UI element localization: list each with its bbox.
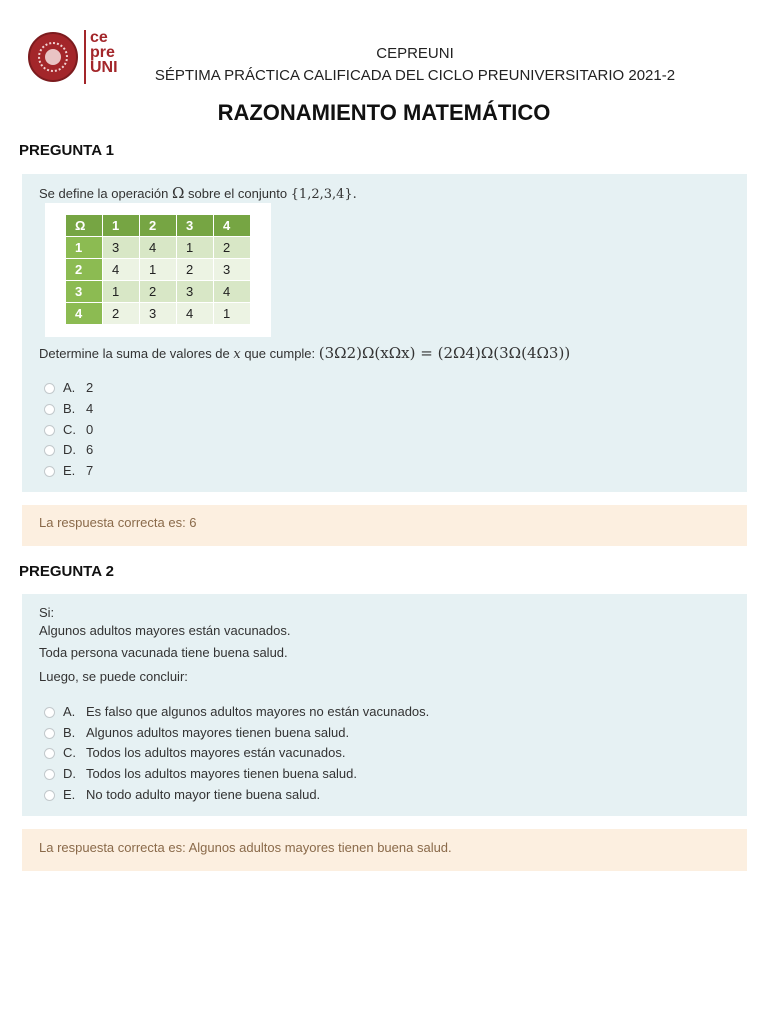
radio-button-icon[interactable] [44,445,55,456]
table-cell: 2 [214,237,251,259]
table-cell: 1 [214,303,251,325]
table-cell: 1 [140,259,177,281]
variable-x: x [233,347,241,362]
table-row [66,303,251,325]
logo-wordmark: ce pre UNI [90,29,118,76]
question-1-intro: Se define la operación Ω sobre el conjunto {1,2,3,4}. [39,184,357,202]
question-2-line: Luego, se puede concluir: [39,669,188,684]
radio-button-icon[interactable] [44,707,55,718]
institution-name: CEPREUNI [376,45,454,62]
table-header-row [66,215,251,237]
table-row [66,237,251,259]
question-2-line: Toda persona vacunada tiene buena salud. [39,645,288,660]
exam-subtitle: SÉPTIMA PRÁCTICA CALIFICADA DEL CICLO PREUNIVERSITARIO 2021-2 [154,67,676,84]
radio-button-icon[interactable] [44,748,55,759]
omega-symbol: Ω [171,184,185,202]
question-1-prompt: Determine la suma de valores de x que cumple: (3Ω2)Ω(xΩx) = (2Ω4)Ω(3Ω(4Ω3)) [39,344,571,362]
table-cell: 2 [103,303,140,325]
radio-button-icon[interactable] [44,383,55,394]
table-cell: 4 [177,303,214,325]
table-cell: 4 [214,281,251,303]
table-row-header: 3 [66,281,103,303]
radio-button-icon[interactable] [44,466,55,477]
question-1-heading: PREGUNTA 1 [19,142,115,159]
table-cell: 2 [177,259,214,281]
question-1-card: Se define la operación Ω sobre el conjunto {1,2,3,4}. Ω 1 2 3 4 1 3 4 1 2 2 4 1 2 3 3 1 2 3 4 4 2 3 4 1 Determine la suma de valores de x que cumple: (3Ω2)Ω(xΩx) = (2Ω4)Ω(3Ω(4Ω3)) A. 2 B. 4 C. 0 D. 6 E. 7 [22,174,747,492]
table-row-header: 1 [66,237,103,259]
table-cell: 2 [140,281,177,303]
table-header-cell: 2 [140,215,177,237]
equation: (3Ω2)Ω(xΩx) = (2Ω4)Ω(3Ω(4Ω3)) [318,344,571,362]
page-header [0,0,768,140]
table-cell: 1 [103,281,140,303]
table-row-header: 2 [66,259,103,281]
question-2-card: Si: Algunos adultos mayores están vacunados. Toda persona vacunada tiene buena salud. Luego, se puede concluir: A. Es falso que algunos adultos mayores no están vacunados. B. Algunos adultos mayores tienen buena salud. C. Todos los adultos mayores están vacunados. D. Todos los adultos mayores tienen buena salud. E. No todo adulto mayor tiene buena salud. [22,594,747,816]
operation-table [65,214,251,325]
correct-answer-text: La respuesta correcta es: Algunos adultos mayores tienen buena salud. [39,840,452,855]
table-row [66,281,251,303]
table-cell: 3 [177,281,214,303]
radio-button-icon[interactable] [44,769,55,780]
table-cell: 4 [103,259,140,281]
table-header-cell: 3 [177,215,214,237]
question-1-answer [22,505,747,546]
radio-button-icon[interactable] [44,404,55,415]
table-cell: 3 [103,237,140,259]
radio-button-icon[interactable] [44,790,55,801]
operation-table-panel [45,203,271,337]
table-cell: 3 [214,259,251,281]
question-2-line: Algunos adultos mayores están vacunados. [39,623,291,638]
table-row-header: 4 [66,303,103,325]
correct-answer-text: La respuesta correcta es: 6 [39,515,197,530]
table-row [66,259,251,281]
radio-button-icon[interactable] [44,425,55,436]
table-header-cell: 1 [103,215,140,237]
radio-button-icon[interactable] [44,728,55,739]
table-header-cell: Ω [66,215,103,237]
table-cell: 3 [140,303,177,325]
table-cell: 4 [140,237,177,259]
question-2-heading: PREGUNTA 2 [19,563,115,580]
question-2-answer [22,829,747,871]
table-header-cell: 4 [214,215,251,237]
table-cell: 1 [177,237,214,259]
question-2-line: Si: [39,605,55,620]
page-title: RAZONAMIENTO MATEMÁTICO [217,100,551,125]
set-notation: {1,2,3,4}. [290,187,357,202]
